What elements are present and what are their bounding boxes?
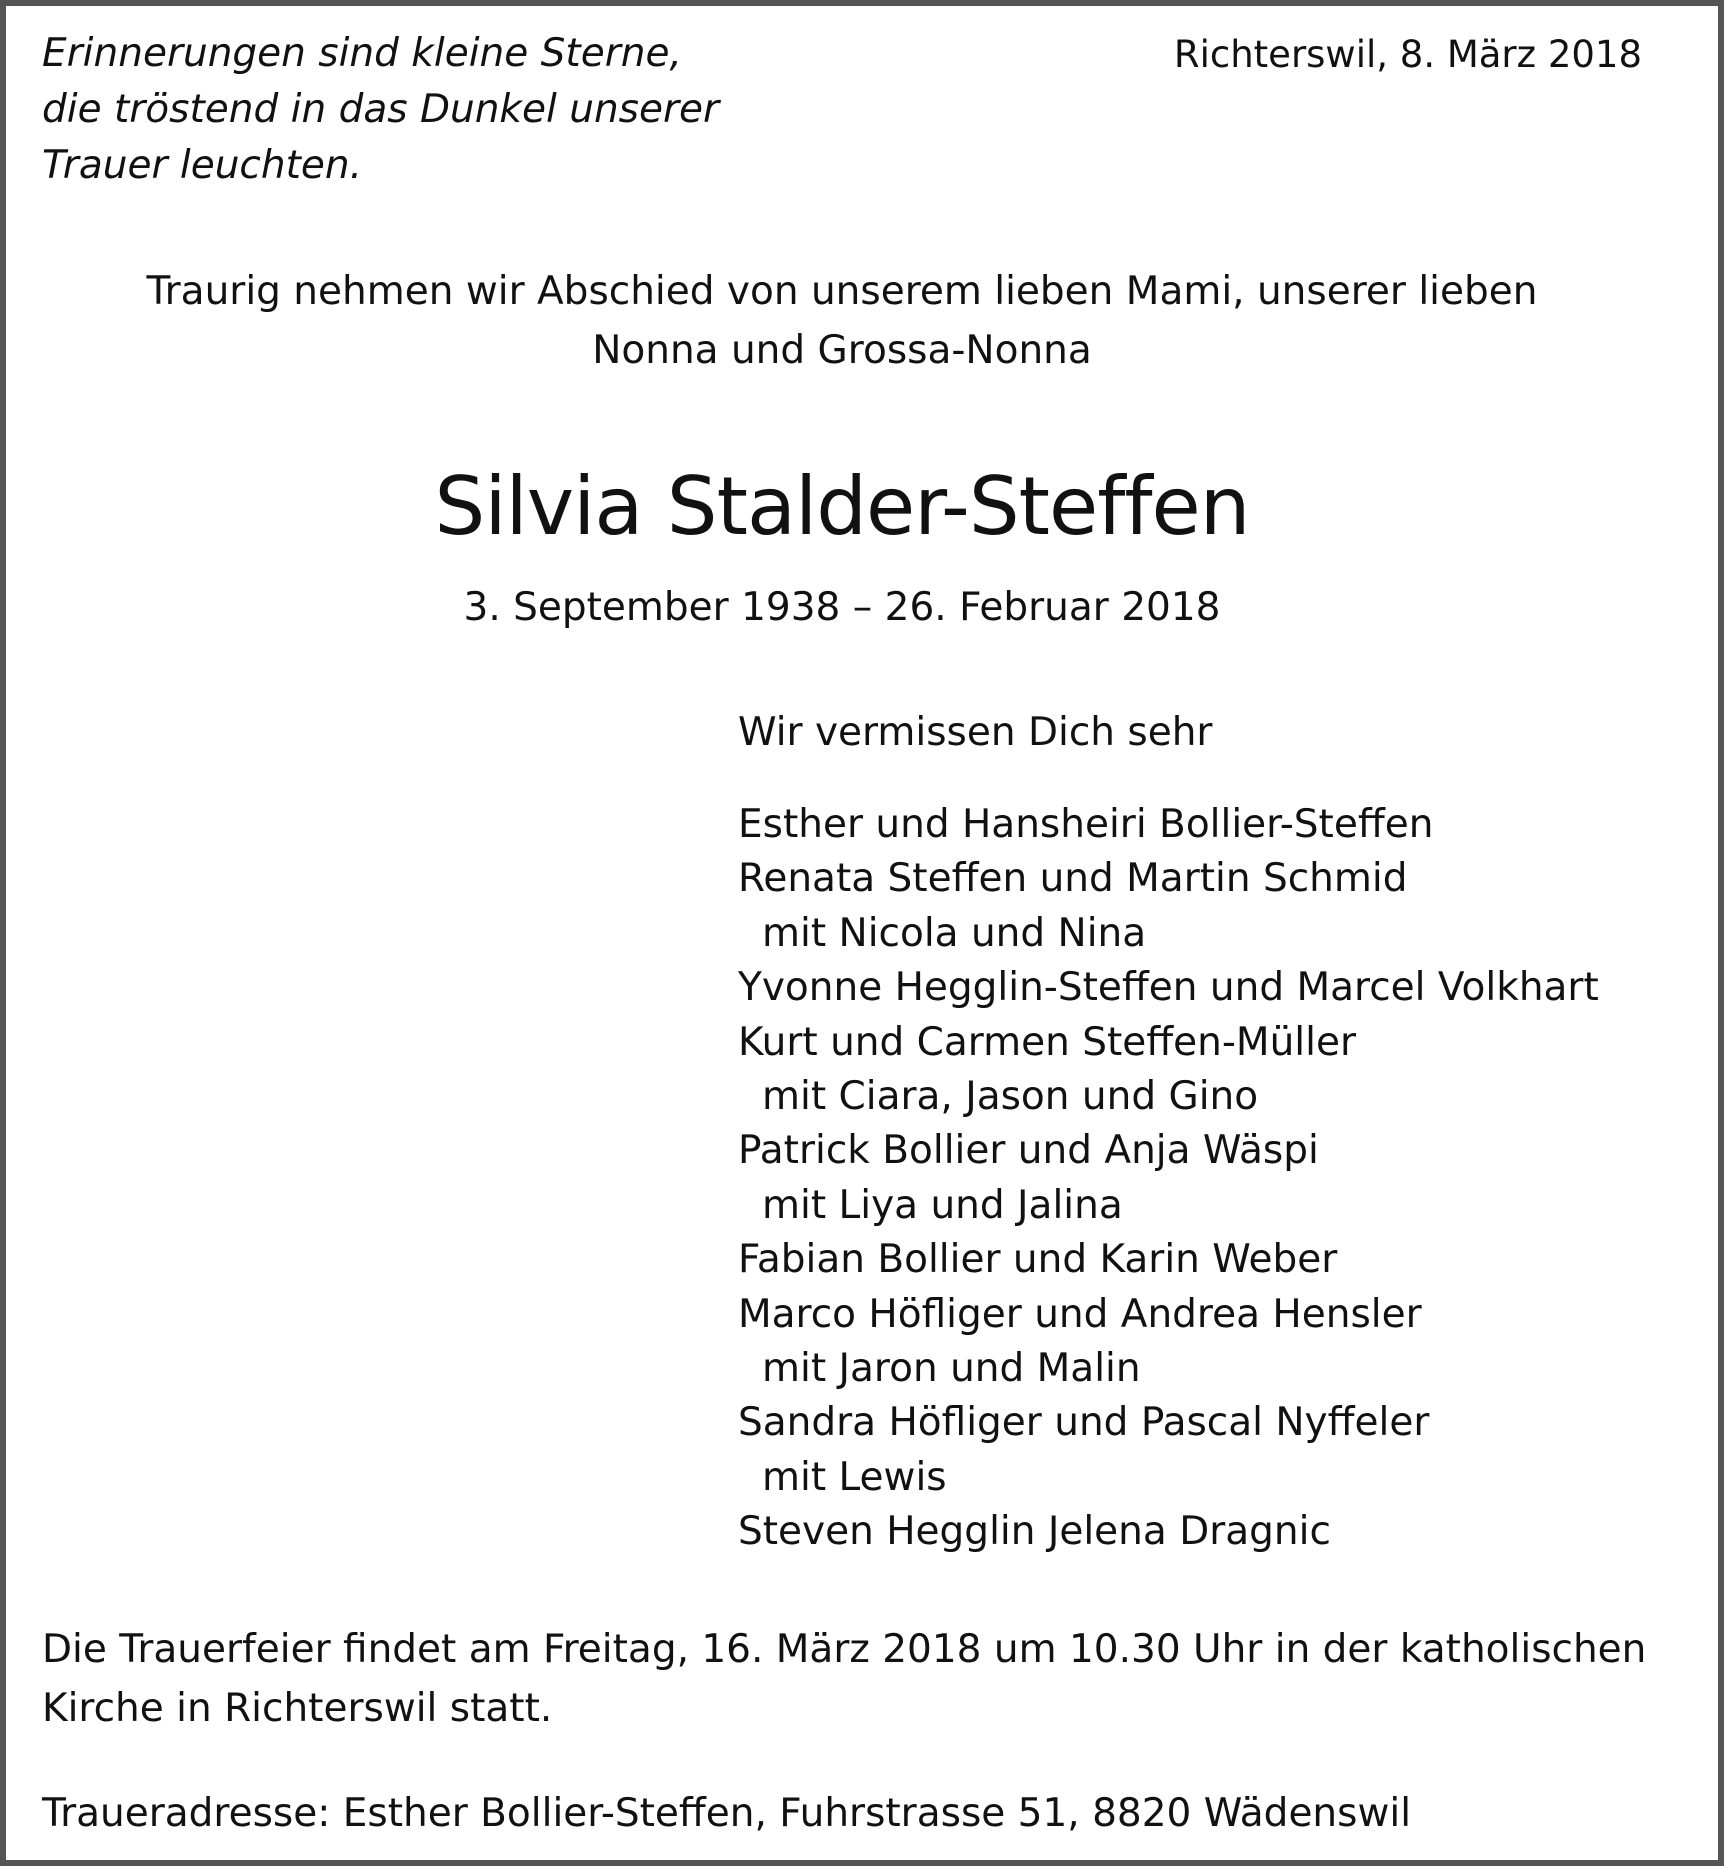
mourner-children: mit Lewis xyxy=(762,1454,947,1500)
intro-line: Nonna und Grossa-Nonna xyxy=(592,328,1092,373)
mourning-address: Traueradresse: Esther Bollier-Steffen, Fuhrstrasse 51, 8820 Wädenswil xyxy=(42,1791,1412,1836)
deceased-name: Silvia Stalder-Steffen xyxy=(434,460,1250,553)
intro-line: Traurig nehmen wir Abschied von unserem lieben Mami, unserer lieben xyxy=(146,269,1538,314)
mourner-children: mit Nicola und Nina xyxy=(762,910,1147,956)
intro-text xyxy=(0,262,1684,380)
ceremony-line: Die Trauerfeier findet am Freitag, 16. März 2018 um 10.30 Uhr in der katholischen xyxy=(42,1627,1647,1672)
motto-line: die tröstend in das Dunkel unserer xyxy=(42,87,720,132)
mourners-list xyxy=(738,798,1599,1560)
mourner-children: mit Liya und Jalina xyxy=(762,1182,1123,1228)
motto-quote xyxy=(42,26,802,194)
closing-line: Wir vermissen Dich sehr xyxy=(738,710,1213,755)
mourner-children: mit Jaron und Malin xyxy=(762,1346,1141,1392)
motto-line: Trauer leuchten. xyxy=(42,143,362,188)
mourner-entry: Sandra Höfliger und Pascal Nyffeler xyxy=(738,1400,1430,1446)
mourner-entry: Esther und Hansheiri Bollier-Steffen xyxy=(738,802,1434,847)
ceremony-line: Kirche in Richterswil statt. xyxy=(42,1686,553,1731)
mourner-entry: Marco Höfliger und Andrea Hensler xyxy=(738,1291,1422,1337)
life-dates: 3. September 1938 – 26. Februar 2018 xyxy=(463,585,1221,630)
mourner-entry: Kurt und Carmen Steffen-Müller xyxy=(738,1019,1357,1065)
mourner-entry: Renata Steffen und Martin Schmid xyxy=(738,856,1408,902)
mourner-entry: Patrick Bollier und Anja Wäspi xyxy=(738,1128,1319,1174)
mourner-entry: Steven Hegglin Jelena Dragnic xyxy=(738,1509,1331,1555)
mourner-entry: Fabian Bollier und Karin Weber xyxy=(738,1237,1338,1283)
ceremony-info xyxy=(42,1620,1662,1738)
mourner-entry: Yvonne Hegglin-Steffen und Marcel Volkhart xyxy=(738,965,1599,1011)
motto-line: Erinnerungen sind kleine Sterne, xyxy=(42,31,682,76)
mourner-children: mit Ciara, Jason und Gino xyxy=(762,1074,1259,1120)
place-date: Richterswil, 8. März 2018 xyxy=(1173,33,1642,76)
